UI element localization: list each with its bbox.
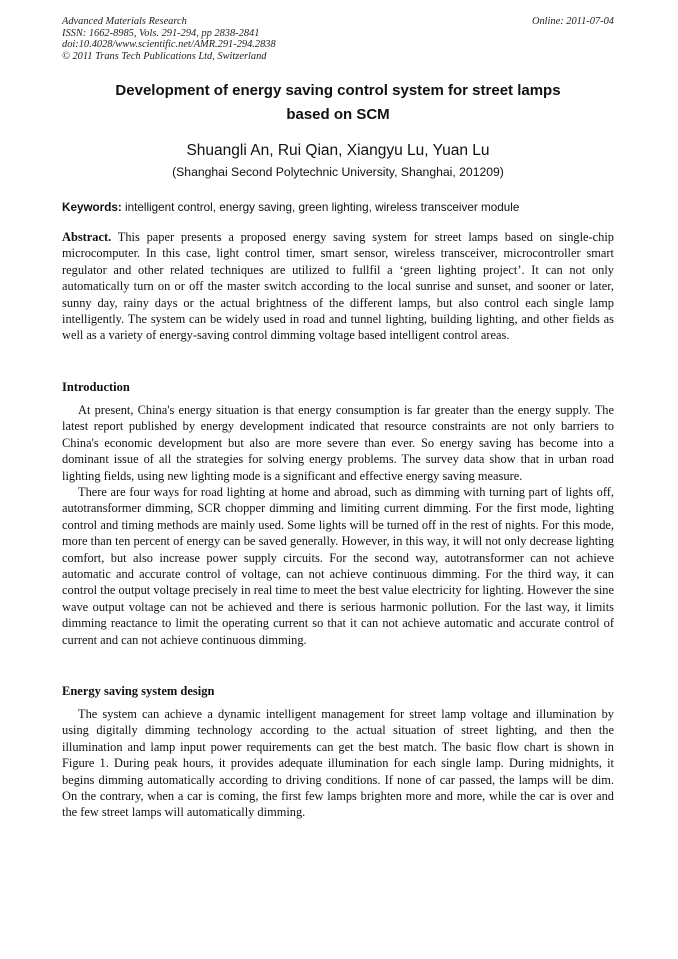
introduction-body: [62, 402, 614, 648]
abstract-label: Abstract.: [62, 230, 112, 244]
introduction-heading: Introduction: [62, 380, 130, 394]
design-paragraph-1: The system can achieve a dynamic intelligent management for street lamp voltage and illumination by using digitally dimming technology according to the actual situation of street lighting, and then the illumination and lamp input power requirements can get the best match. The basic flow chart is shown in Figure 1. During peak hours, it provides adequate illumination for each single lamp. During midnights, it begins dimming automatically according to driving conditions. If none of car passed, the lamps will be dim. On the contrary, when a car is coming, the first few lamps brighten more and more, while the car is over and the few street lamps will automatically dimming.: [62, 707, 614, 820]
intro-paragraph-1: At present, China's energy situation is that energy consumption is far greater than the energy supply. The latest report published by energy development indicated that resource constraints are not only barriers to China's economic development but also are more severe than ever. So energy saving has become into a dominant issue of all the strategies for solving energy problems. The survey data show that in urban road lighting fields, using new lighting mode is a significant and effective energy saving measure.: [62, 403, 614, 483]
online-date: Online: 2011-07-04: [531, 16, 614, 27]
abstract-text: This paper presents a proposed energy saving system for street lamps based on single-chip microcomputer. In this case, light control timer, smart sensor, wireless transceiver, microcontroller smart regulator and other related techniques are utilized to fullfil a ‘green lighting project’. It can not only automatically turn on or off the master switch according to the local sunrise and sunset, and sooner or later, sunny day, rainy days or the actual brightness of the different lamps, but also control each single lamp intelligently. The system can be widely used in road and tunnel lighting, building lighting, and other fields as well as a variety of energy-saving control dimming voltage based intelligent control areas.: [62, 230, 614, 343]
journal-header: [62, 16, 276, 62]
journal-name: Advanced Materials Research: [62, 16, 187, 27]
title-line-2: based on SCM: [286, 106, 390, 123]
keywords-text: intelligent control, energy saving, green lighting, wireless transceiver module: [121, 201, 520, 214]
issn-line: ISSN: 1662-8985, Vols. 291-294, pp 2838-2841: [62, 27, 260, 39]
doi-line: doi:10.4028/www.scientific.net/AMR.291-294.2838: [62, 39, 276, 51]
title-line-1: Development of energy saving control system for street lamps: [115, 82, 561, 99]
authors: Shuangli An, Rui Qian, Xiangyu Lu, Yuan Lu: [186, 142, 490, 159]
paper-title: [62, 79, 614, 127]
system-design-heading: Energy saving system design: [62, 684, 215, 698]
copyright-line: © 2011 Trans Tech Publications Ltd, Switzerland: [62, 50, 267, 62]
abstract: [62, 229, 614, 344]
affiliation: (Shanghai Second Polytechnic University, Shanghai, 201209): [172, 165, 504, 179]
system-design-body: [62, 706, 614, 821]
intro-paragraph-2: There are four ways for road lighting at home and abroad, such as dimming with turning part of lights off, autotransformer dimming, SCR chopper dimming and limiting current dimming. For the first mode, lighting control and timing methods are mainly used. Some lights will be turned off in the rest of nights. For this mode, more than ten percent of energy can be saved generally. However, in this way, it will not only decrease lighting comfort, but also increase power supply circuits. For the second way, autotransformer can not achieve automatic and accurate control of voltage, can not achieve continuous dimming. For the third way, it can control the output voltage precisely in real time to meet the best value electricity for lighting. However the sine wave output voltage can not be achieved and there is serious harmonic pollution. For the last way, it limits dimming reactance to limit the operating current so that it can not achieve automatic and accurate control of current and can not achieve continuous dimming.: [62, 485, 614, 647]
keywords-label: Keywords:: [62, 201, 122, 214]
keywords: [62, 201, 614, 214]
